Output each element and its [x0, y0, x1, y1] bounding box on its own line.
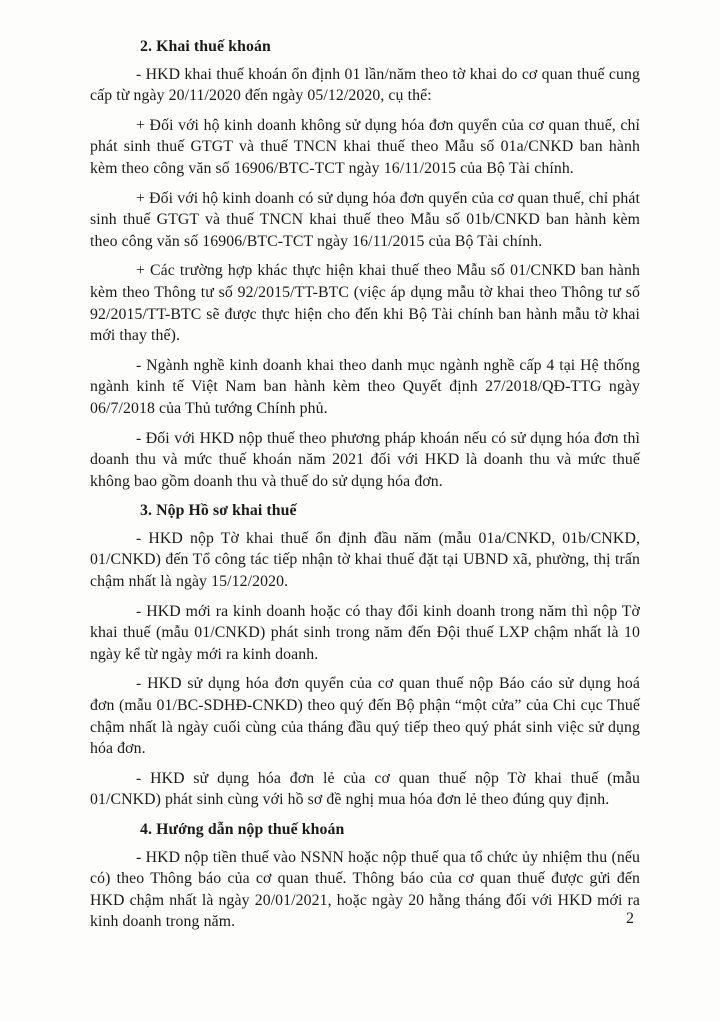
section-heading: 4. Hướng dẫn nộp thuế khoán [140, 821, 345, 838]
paragraph: + Đối với hộ kinh doanh không sử dụng hóa đơn quyển của cơ quan thuế, chỉ phát sinh thuế GTGT và thuế TNCN khai thuế theo Mẫu số 01a/CNKD ban hành kèm theo công văn số 16906/BTC-TCT ngày 16/11/2015 của Bộ Tài chính. [90, 116, 640, 177]
paragraph: + Các trường hợp khác thực hiện khai thuế theo Mẫu số 01/CNKD ban hành kèm theo Thông tư số 92/2015/TT-BTC (việc áp dụng mẫu tờ khai theo Thông tư số 92/2015/TT-BTC sẽ được thực hiện cho đến khi Bộ Tài chính ban hành mẫu tờ khai mới thay thế). [90, 262, 640, 345]
section-huong-dan-nop-thue [90, 819, 640, 933]
paragraph: - HKD sử dụng hóa đơn lẻ của cơ quan thuế nộp Tờ khai thuế (mẫu 01/CNKD) phát sinh cùng với hồ sơ đề nghị mua hóa đơn lẻ theo đúng quy định. [90, 769, 640, 809]
paragraph: - HKD nộp Tờ khai thuế ổn định đầu năm (mẫu 01a/CNKD, 01b/CNKD, 01/CNKD) đến Tổ công tác tiếp nhận tờ khai thuế đặt tại UBND xã, phường, thị trấn chậm nhất là ngày 15/12/2020. [90, 529, 640, 591]
page-number: 2 [626, 910, 634, 927]
paragraph: + Đối với hộ kinh doanh có sử dụng hóa đơn quyển của cơ quan thuế, chỉ phát sinh thuế GTGT và thuế TNCN khai thuế theo Mẫu số 01b/CNKD ban hành kèm theo công văn số 16906/BTC-TCT ngày 16/11/2015 của Bộ Tài chính. [90, 189, 640, 250]
section-nop-ho-so [90, 500, 640, 811]
paragraph: - HKD khai thuế khoán ổn định 01 lần/năm theo tờ khai do cơ quan thuế cung cấp từ ngày 20/11/2020 đến ngày 05/12/2020, cụ thể: [90, 65, 640, 105]
section-khai-thue-khoan [90, 36, 640, 492]
paragraph: - HKD nộp tiền thuế vào NSNN hoặc nộp thuế qua tổ chức ủy nhiệm thu (nếu có) theo Thông báo của cơ quan thuế. Thông báo của cơ quan thuế được gửi đến HKD chậm nhất là ngày 20/01/2021, hoặc ngày 20 hằng tháng đối với HKD mới ra kinh doanh trong năm. [90, 848, 640, 931]
section-heading: 2. Khai thuế khoán [140, 38, 271, 55]
document-body [90, 36, 640, 941]
section-heading: 3. Nộp Hồ sơ khai thuế [140, 502, 297, 520]
paragraph: - Ngành nghề kinh doanh khai theo danh mục ngành nghề cấp 4 tại Hệ thống ngành kinh tế Việt Nam ban hành kèm theo Quyết định 27/2018/QĐ-TTG ngày 06/7/2018 của Thủ tướng Chính phủ. [90, 356, 640, 417]
paragraph: - HKD sử dụng hóa đơn quyển của cơ quan thuế nộp Báo cáo sử dụng hoá đơn (mẫu 01/BC-SDHĐ-CNKD) theo quý đến Bộ phận “một cửa” của Chi cục Thuế chậm nhất là ngày cuối cùng của tháng đầu quý tiếp theo quý phát sinh việc sử dụng hóa đơn. [90, 675, 640, 758]
paragraph: - Đối với HKD nộp thuế theo phương pháp khoán nếu có sử dụng hóa đơn thì doanh thu và mức thuế khoán năm 2021 đối với HKD là doanh thu và mức thuế không bao gồm doanh thu và thuế do sử dụng hóa đơn. [90, 429, 640, 490]
paragraph: - HKD mới ra kinh doanh hoặc có thay đổi kinh doanh trong năm thì nộp Tờ khai thuế (mẫu 01/CNKD) phát sinh trong năm đến Đội thuế LXP chậm nhất là 10 ngày kể từ ngày mới ra kinh doanh. [90, 602, 640, 663]
